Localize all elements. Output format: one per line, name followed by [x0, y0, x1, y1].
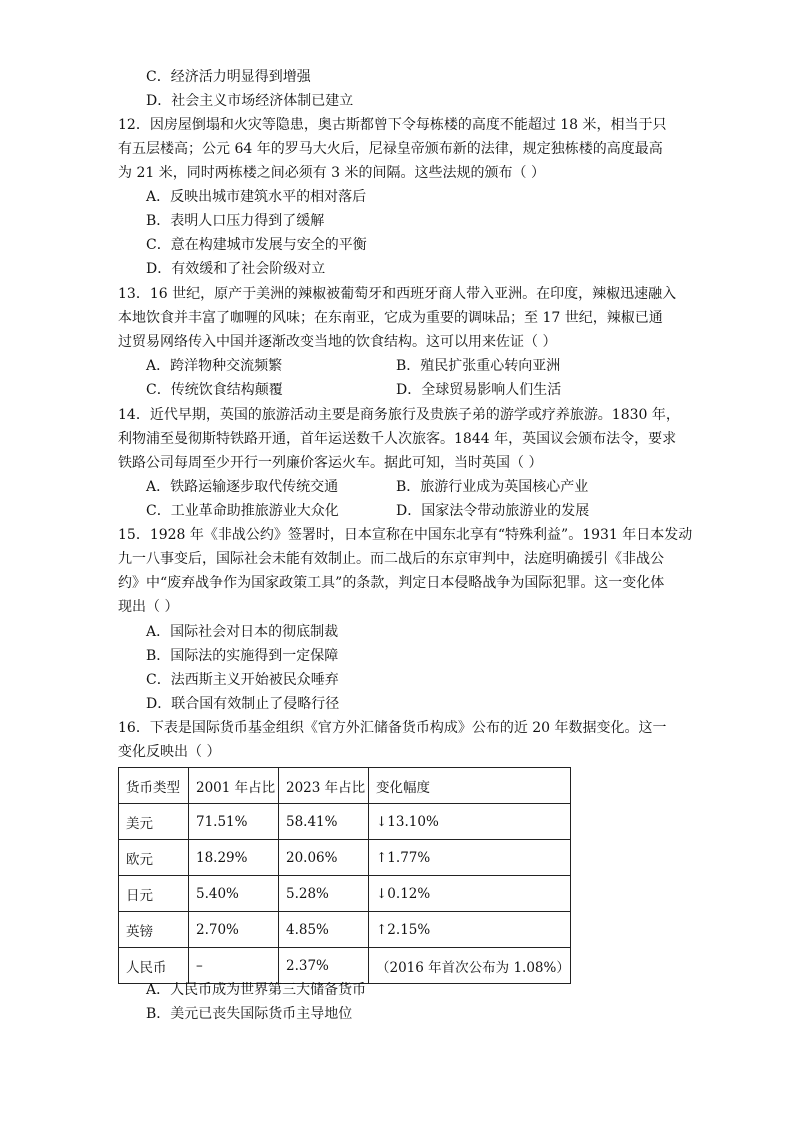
q12-text-line: 12．因房屋倒塌和火灾等隐患，奥古斯都曾下令每栋楼的高度不能超过 18 米，相当于只 [118, 117, 667, 133]
q14-option-b: B．旅游行业成为英国核心产业 [396, 479, 589, 495]
table-row [119, 948, 571, 984]
table-cell: 5.28% [279, 876, 369, 912]
table-header-cell: 货币类型 [119, 768, 189, 804]
q15-option-d: D．联合国有效制止了侵略行径 [146, 696, 340, 712]
q13-option-d: D．全球贸易影响人们生活 [396, 382, 562, 398]
table-cell: ↓13.10% [369, 804, 571, 840]
q16-option-a: A．人民币成为世界第三大储备货币 [146, 982, 367, 998]
q12-text-line: 有五层楼高；公元 64 年的罗马大火后，尼禄皇帝颁布新的法律，规定独栋楼的高度最高 [118, 141, 663, 157]
table-cell: 英镑 [119, 912, 189, 948]
q15-text-line: 九一八事变后，国际社会未能有效制止。而二战后的东京审判中，法庭明确援引《非战公 [118, 551, 664, 567]
q15-text-line: 约》中“废弃战争作为国家政策工具”的条款，判定日本侵略战争为国际犯罪。这一变化体 [118, 575, 665, 591]
table-cell: 4.85% [279, 912, 369, 948]
q13-option-c: C．传统饮食结构颠覆 [146, 382, 283, 398]
table-cell: 58.41% [279, 804, 369, 840]
q15-option-a: A．国际社会对日本的彻底制裁 [146, 624, 339, 640]
q15-text-line: 现出（ ） [118, 599, 179, 615]
q16-option-b: B．美元已丧失国际货币主导地位 [146, 1006, 353, 1022]
table-cell: 美元 [119, 804, 189, 840]
table-header-cell: 2023 年占比 [279, 768, 369, 804]
q12-text-line: 为 21 米，同时两栋楼之间必须有 3 米的间隔。这些法规的颁布（ ） [118, 165, 545, 181]
table-cell: 71.51% [189, 804, 279, 840]
table-row [119, 912, 571, 948]
q14-option-c: C．工业革命助推旅游业大众化 [146, 503, 339, 519]
q16-text-line: 16．下表是国际货币基金组织《官方外汇储备货币构成》公布的近 20 年数据变化。这一 [118, 720, 667, 736]
table-cell: 20.06% [279, 840, 369, 876]
q15-option-b: B．国际法的实施得到一定保障 [146, 648, 339, 664]
table-cell: 2.70% [189, 912, 279, 948]
prev-option-d: D．社会主义市场经济体制已建立 [146, 93, 354, 109]
table-cell: ↑1.77% [369, 840, 571, 876]
table-header-row [119, 768, 571, 804]
q13-text-line: 本地饮食并丰富了咖喱的风味；在东南亚，它成为重要的调味品；至 17 世纪，辣椒已通 [118, 310, 663, 326]
q14-option-a: A．铁路运输逐步取代传统交通 [146, 479, 339, 495]
q12-option-a: A．反映出城市建筑水平的相对落后 [146, 189, 367, 205]
q14-text-line: 利物浦至曼彻斯特铁路开通，首年运送数千人次旅客。1844 年，英国议会颁布法令，要求 [118, 431, 677, 447]
table-cell: ↑2.15% [369, 912, 571, 948]
table-cell: – [189, 948, 279, 984]
table-header-cell: 变化幅度 [369, 768, 571, 804]
table-row [119, 876, 571, 912]
q15-text-line: 15．1928 年《非战公约》签署时，日本宣称在中国东北享有“特殊利益”。1931 年日本发动 [118, 527, 693, 543]
q12-option-b: B．表明人口压力得到了缓解 [146, 213, 325, 229]
q13-option-b: B．殖民扩张重心转向亚洲 [396, 358, 561, 374]
q16-text-line: 变化反映出（ ） [118, 744, 221, 760]
q14-text-line: 14．近代早期，英国的旅游活动主要是商务旅行及贵族子弟的游学或疗养旅游。1830 年， [118, 407, 680, 423]
q12-option-d: D．有效缓和了社会阶级对立 [146, 261, 326, 277]
table-cell: 18.29% [189, 840, 279, 876]
q13-text-line: 13．16 世纪，原产于美洲的辣椒被葡萄牙和西班牙商人带入亚洲。在印度，辣椒迅速融入 [118, 286, 677, 302]
reserve-currency-table [118, 767, 571, 984]
table-cell: 欧元 [119, 840, 189, 876]
table-cell: 人民币 [119, 948, 189, 984]
q12-option-c: C．意在构建城市发展与安全的平衡 [146, 237, 367, 253]
table-row [119, 840, 571, 876]
q15-option-c: C．法西斯主义开始被民众唾弃 [146, 672, 339, 688]
table-cell: 2.37% [279, 948, 369, 984]
table-cell: ↓0.12% [369, 876, 571, 912]
q13-option-a: A．跨洋物种交流频繁 [146, 358, 283, 374]
table-row [119, 804, 571, 840]
q13-text-line: 过贸易网络传入中国并逐渐改变当地的饮食结构。这可以用来佐证（ ） [118, 334, 557, 350]
prev-option-c: C．经济活力明显得到增强 [146, 69, 311, 85]
table-header-cell: 2001 年占比 [189, 768, 279, 804]
table-cell: 日元 [119, 876, 189, 912]
q14-option-d: D．国家法令带动旅游业的发展 [396, 503, 590, 519]
table-cell: 5.40% [189, 876, 279, 912]
q14-text-line: 铁路公司每周至少开行一列廉价客运火车。据此可知，当时英国（ ） [118, 455, 543, 471]
table-cell: （2016 年首次公布为 1.08%） [369, 948, 571, 984]
